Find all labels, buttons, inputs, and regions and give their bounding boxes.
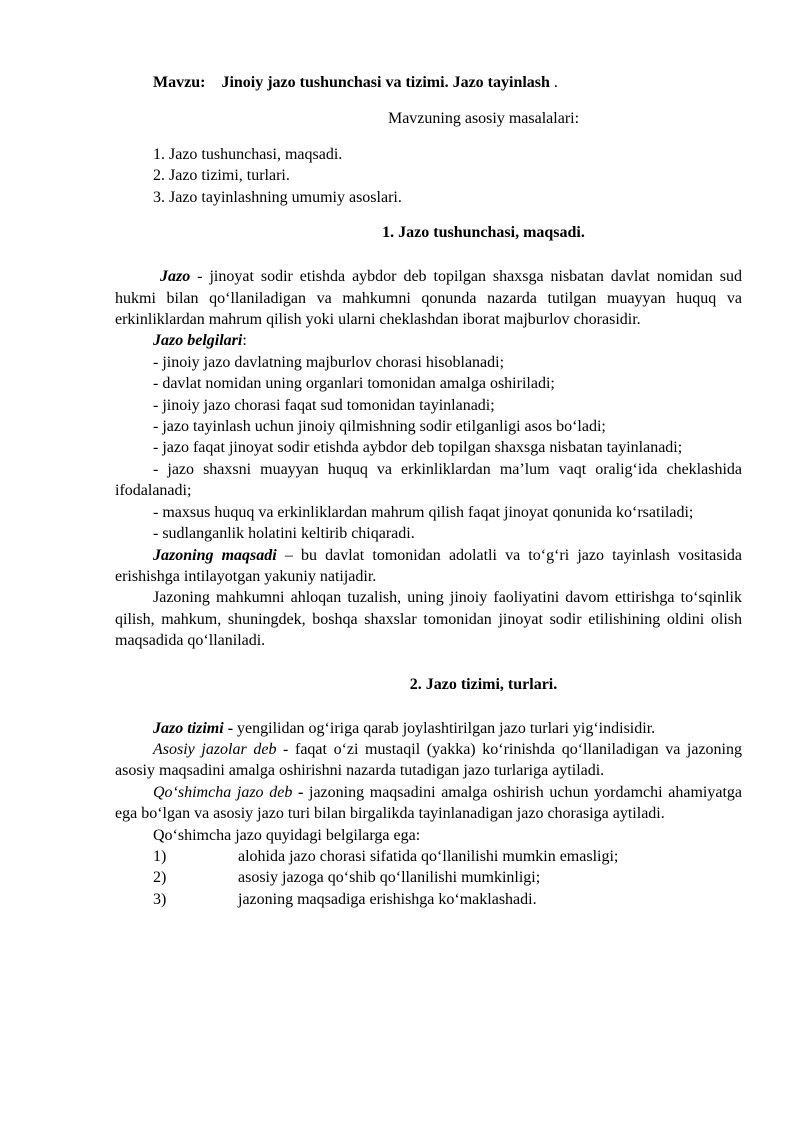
sign-item: - jinoiy jazo davlatning majburlov chorasi hisoblanadi; bbox=[153, 353, 505, 371]
system-definition bbox=[115, 718, 742, 739]
item-text: alohida jazo chorasi sifatida qo‘llanilishi mumkin emasligi; bbox=[238, 847, 619, 865]
item-text: jazoning maqsadiga erishishga ko‘maklashadi. bbox=[238, 890, 537, 908]
item-number: 3) bbox=[153, 890, 167, 908]
topic-item: 2. Jazo tizimi, turlari. bbox=[153, 167, 290, 185]
system-definition-text: yengilidan og‘iriga qarab joylashtirilgan jazo turlari yig‘indisidir. bbox=[233, 719, 656, 737]
numbered-item bbox=[153, 846, 742, 867]
goal-definition bbox=[115, 545, 742, 588]
topic-item: 1. Jazo tushunchasi, maqsadi. bbox=[153, 146, 343, 163]
goal-definition-text: – bu davlat tomonidan adolatli va to‘g‘ri jazo tayinlash vositasida erishishga intilayotgan yakuniy natijadir. bbox=[115, 546, 742, 585]
jazo-definition-text: - jinoyat sodir etishda aybdor deb topilgan shaxsga nisbatan davlat nomidan sud hukmi bilan qo‘llaniladigan va mahkumni qonunda nazarda tutilgan muayyan huquq va erkinliklardan mahrum qilish yoki ularni cheklashdan iborat majburlov chorasidir. bbox=[115, 268, 742, 329]
section-2-title: 2. Jazo tizimi, turlari. bbox=[409, 675, 558, 693]
main-punishments-text: - faqat o‘zi mustaqil (yakka) ko‘rinishda qo‘llaniladigan va jazoning asosiy maqsadini amalga oshirishni nazarda tutadigan jazo turlariga aytiladi. bbox=[115, 740, 742, 780]
sign-item: - maxsus huquq va erkinliklardan mahrum qilish faqat jinoyat qonunida ko‘rsatiladi; bbox=[153, 503, 694, 521]
system-term: Jazo tizimi bbox=[153, 719, 224, 737]
sign-item: - jazo faqat jinoyat sodir etishda aybdor deb topilgan shaxsga nisbatan tayinlanadi; bbox=[153, 439, 683, 457]
main-punishments-definition bbox=[115, 739, 742, 782]
additional-punishment-definition bbox=[115, 782, 742, 825]
topic-list bbox=[153, 144, 742, 208]
topic-item: 3. Jazo tayinlashning umumiy asoslari. bbox=[153, 188, 402, 206]
additional-punishment-term: Qo‘shimcha jazo deb bbox=[153, 783, 293, 801]
topic-title-end: . bbox=[553, 74, 558, 91]
goal-paragraph: Jazoning mahkumni ahloqan tuzalish, uning jinoiy faoliyatini davom ettirishga to‘sqinlik qilish, mahkum, shuningdek, boshqa shaxslar tomonidan jinoyat sodir etilishining oldini olish maqsadida qo‘llaniladi. bbox=[115, 589, 742, 650]
item-number: 2) bbox=[153, 869, 167, 887]
item-number: 1) bbox=[153, 847, 167, 865]
additional-punishment-text: jazoning maqsadini amalga oshirish uchun yordamchi ahamiyatga ega bo‘lgan va asosiy jazo turi bilan birgalikda tayinlanadigan jazo chorasiga aytiladi. bbox=[115, 783, 743, 823]
item-text: asosiy jazoga qo‘shib qo‘llanilishi mumkinligi; bbox=[238, 869, 541, 887]
main-punishments-term: Asosiy jazolar deb bbox=[153, 740, 277, 758]
numbered-item bbox=[153, 889, 742, 910]
document-page bbox=[115, 72, 742, 910]
sign-item: - sudlanganlik holatini keltirib chiqaradi. bbox=[153, 525, 415, 543]
jazo-term: Jazo bbox=[160, 268, 191, 286]
topic-title: Jinoiy jazo tushunchasi va tizimi. Jazo tayinlash bbox=[221, 74, 550, 91]
sign-item: - jinoiy jazo chorasi faqat sud tomonidan tayinlanadi; bbox=[153, 396, 495, 414]
topic-heading bbox=[153, 72, 742, 94]
jazo-definition bbox=[115, 266, 742, 330]
signs-heading bbox=[115, 330, 742, 351]
additional-signs-intro: Qo‘shimcha jazo quyidagi belgilarga ega: bbox=[153, 826, 421, 844]
goal-term: Jazoning maqsadi bbox=[153, 546, 277, 564]
subtitle: Mavzuning asosiy masalalari: bbox=[387, 110, 580, 127]
signs-term: Jazo belgilari bbox=[153, 332, 243, 350]
topic-label: Mavzu: bbox=[153, 74, 206, 91]
sign-item: - davlat nomidan uning organlari tomonidan amalga oshiriladi; bbox=[153, 375, 555, 393]
system-dash: - bbox=[223, 719, 234, 737]
section-1-title: 1. Jazo tushunchasi, maqsadi. bbox=[382, 224, 585, 242]
additional-punishment-dash: - bbox=[292, 783, 304, 801]
sign-item: - jazo tayinlash uchun jinoiy qilmishning sodir etilganligi asos bo‘ladi; bbox=[153, 418, 606, 436]
sign-item: - jazo shaxsni muayyan huquq va erkinliklardan ma’lum vaqt oralig‘ida cheklashida ifodalanadi; bbox=[115, 460, 742, 500]
numbered-item bbox=[153, 867, 742, 888]
signs-colon: : bbox=[242, 332, 247, 350]
